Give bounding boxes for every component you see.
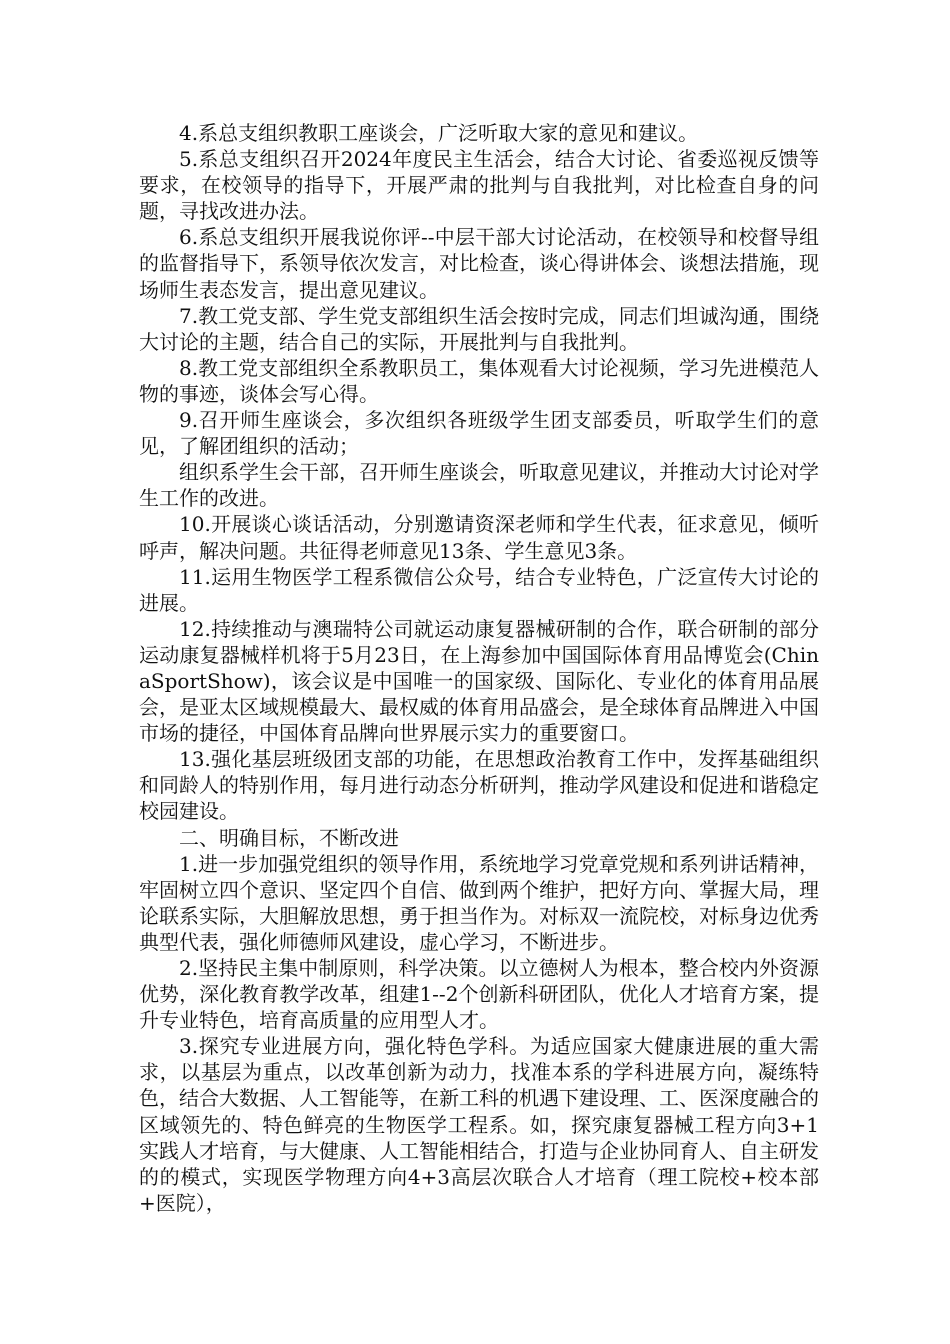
paragraph: 11.运用生物医学工程系微信公众号，结合专业特色，广泛宣传大讨论的进展。 <box>139 564 819 615</box>
paragraph: 12.持续推动与澳瑞特公司就运动康复器械研制的合作，联合研制的部分运动康复器械样机将于5月23日，在上海参加中国国际体育用品博览会(ChinaSportShow)，该会议是中国唯一的国家级、国际化、专业化的体育用品展会，是亚太区域规模最大、最权威的体育用品盛会，是全球体育品牌进入中国市场的捷径，中国体育品牌向世界展示实力的重要窗口。 <box>139 616 819 746</box>
paragraph: 10.开展谈心谈话活动，分别邀请资深老师和学生代表，征求意见，倾听呼声，解决问题。共征得老师意见13条、学生意见3条。 <box>139 512 819 563</box>
paragraph: 4.系总支组织教职工座谈会，广泛听取大家的意见和建议。 <box>179 121 699 145</box>
paragraph: 6.系总支组织开展我说你评--中层干部大讨论活动，在校领导和校督导组的监督指导下，系领导依次发言，对比检查，谈心得讲体会、谈想法措施，现场师生表态发言，提出意见建议。 <box>139 225 819 302</box>
paragraph: 9.召开师生座谈会，多次组织各班级学生团支部委员，听取学生们的意见，了解团组织的活动； <box>139 408 819 459</box>
paragraph: 2.坚持民主集中制原则，科学决策。以立德树人为根本，整合校内外资源优势，深化教育教学改革，组建1--2个创新科研团队，优化人才培育方案，提升专业特色，培育高质量的应用型人才。 <box>139 956 819 1033</box>
paragraph: 3.探究专业进展方向，强化特色学科。为适应国家大健康进展的重大需求，以基层为重点，以改革创新为动力，找准本系的学科进展方向，凝练特色，结合大数据、人工智能等，在新工科的机遇下建设理、工、医深度融合的区域领先的、特色鲜亮的生物医学工程系。如，探究康复器械工程方向3+1实践人才培育，与大健康、人工智能相结合，打造与企业协同育人、自主研发的的模式，实现医学物理方向4+3高层次联合人才培育（理工院校+校本部+医院）， <box>139 1034 819 1215</box>
paragraph: 7.教工党支部、学生党支部组织生活会按时完成，同志们坦诚沟通，围绕大讨论的主题，结合自己的实际，开展批判与自我批判。 <box>139 303 819 354</box>
paragraph: 1.进一步加强党组织的领导作用，系统地学习党章党规和系列讲话精神，牢固树立四个意识、坚定四个自信、做到两个维护，把好方向、掌握大局，理论联系实际，大胆解放思想，勇于担当作为。对标双一流院校，对标身边优秀典型代表，强化师德师风建设，虚心学习，不断进步。 <box>139 851 819 954</box>
section-heading: 二、明确目标，不断改进 <box>179 825 399 850</box>
paragraph: 5.系总支组织召开2024年度民主生活会，结合大讨论、省委巡视反馈等要求，在校领导的指导下，开展严肃的批判与自我批判，对比检查自身的问题，寻找改进办法。 <box>139 147 819 224</box>
paragraph: 8.教工党支部组织全系教职员工，集体观看大讨论视频，学习先进模范人物的事迹，谈体会写心得。 <box>139 355 819 406</box>
document-body <box>139 120 819 1216</box>
paragraph: 组织系学生会干部，召开师生座谈会，听取意见建议，并推动大讨论对学生工作的改进。 <box>139 460 819 511</box>
paragraph: 13.强化基层班级团支部的功能，在思想政治教育工作中，发挥基础组织和同龄人的特别作用，每月进行动态分析研判，推动学风建设和促进和谐稳定校园建设。 <box>139 747 819 824</box>
